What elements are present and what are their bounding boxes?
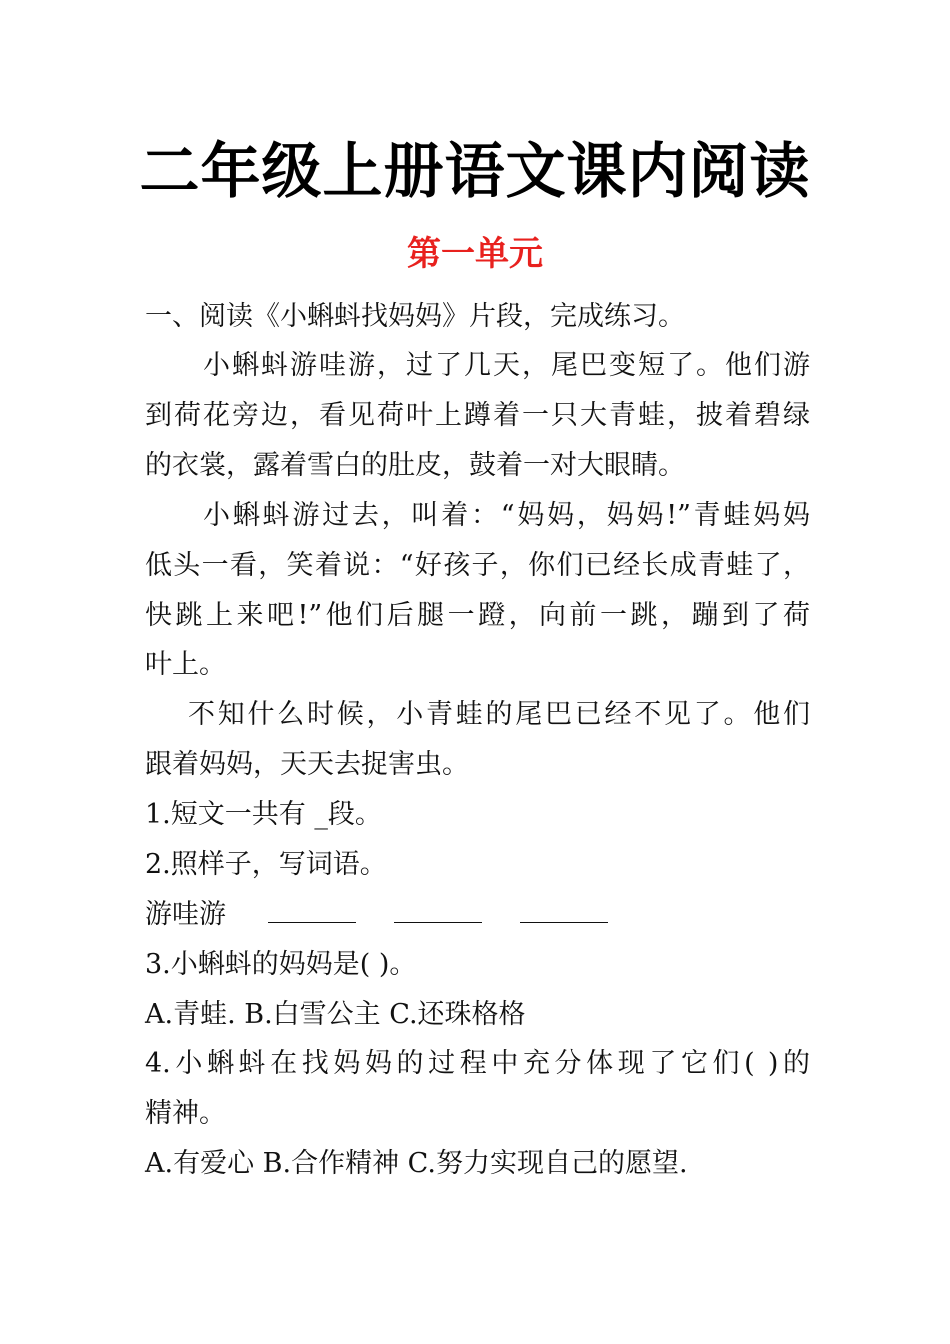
passage-line: 叶上。 [145, 649, 226, 680]
answer-blank[interactable] [268, 898, 356, 923]
question-3: 3.小蝌蚪的妈妈是( )。 [145, 949, 417, 980]
question-2: 2.照样子，写词语。 [145, 849, 387, 880]
question-1: 1.短文一共有 _段。 [145, 799, 382, 830]
passage-line: 的衣裳，露着雪白的肚皮，鼓着一对大眼睛。 [145, 450, 685, 481]
question-4-continued: 精神。 [145, 1098, 226, 1129]
passage-line: 小蝌蚪游过去，叫着：“妈妈，妈妈!”青蛙妈妈 [203, 500, 810, 531]
passage-line: 到荷花旁边，看见荷叶上蹲着一只大青蛙，披着碧绿 [145, 400, 810, 431]
passage-line: 跟着妈妈，天天去捉害虫。 [145, 749, 469, 780]
question-3-options: A.青蛙. B.白雪公主 C.还珠格格 [145, 999, 526, 1030]
question-2-example: 游哇游 [145, 899, 226, 930]
unit-heading: 第一单元 [407, 234, 543, 274]
passage-line: 低头一看，笑着说：“好孩子，你们已经长成青蛙了， [145, 550, 810, 581]
question-2-example-row [145, 895, 810, 935]
page-title: 二年级上册语文课内阅读 [139, 137, 811, 207]
question-4-options: A.有爱心 B.合作精神 C.努力实现自己的愿望. [145, 1148, 688, 1179]
question-4: 4.小蝌蚪在找妈妈的过程中充分体现了它们( )的 [145, 1048, 810, 1079]
passage-line: 小蝌蚪游哇游，过了几天，尾巴变短了。他们游 [203, 350, 810, 381]
passage-line: 快跳上来吧!”他们后腿一蹬，向前一跳，蹦到了荷 [145, 600, 810, 631]
answer-blank[interactable] [520, 898, 608, 923]
section-heading: 一、阅读《小蝌蚪找妈妈》片段，完成练习。 [145, 301, 685, 332]
answer-blank[interactable] [394, 898, 482, 923]
passage-line: 不知什么时候，小青蛙的尾巴已经不见了。他们 [188, 699, 810, 730]
